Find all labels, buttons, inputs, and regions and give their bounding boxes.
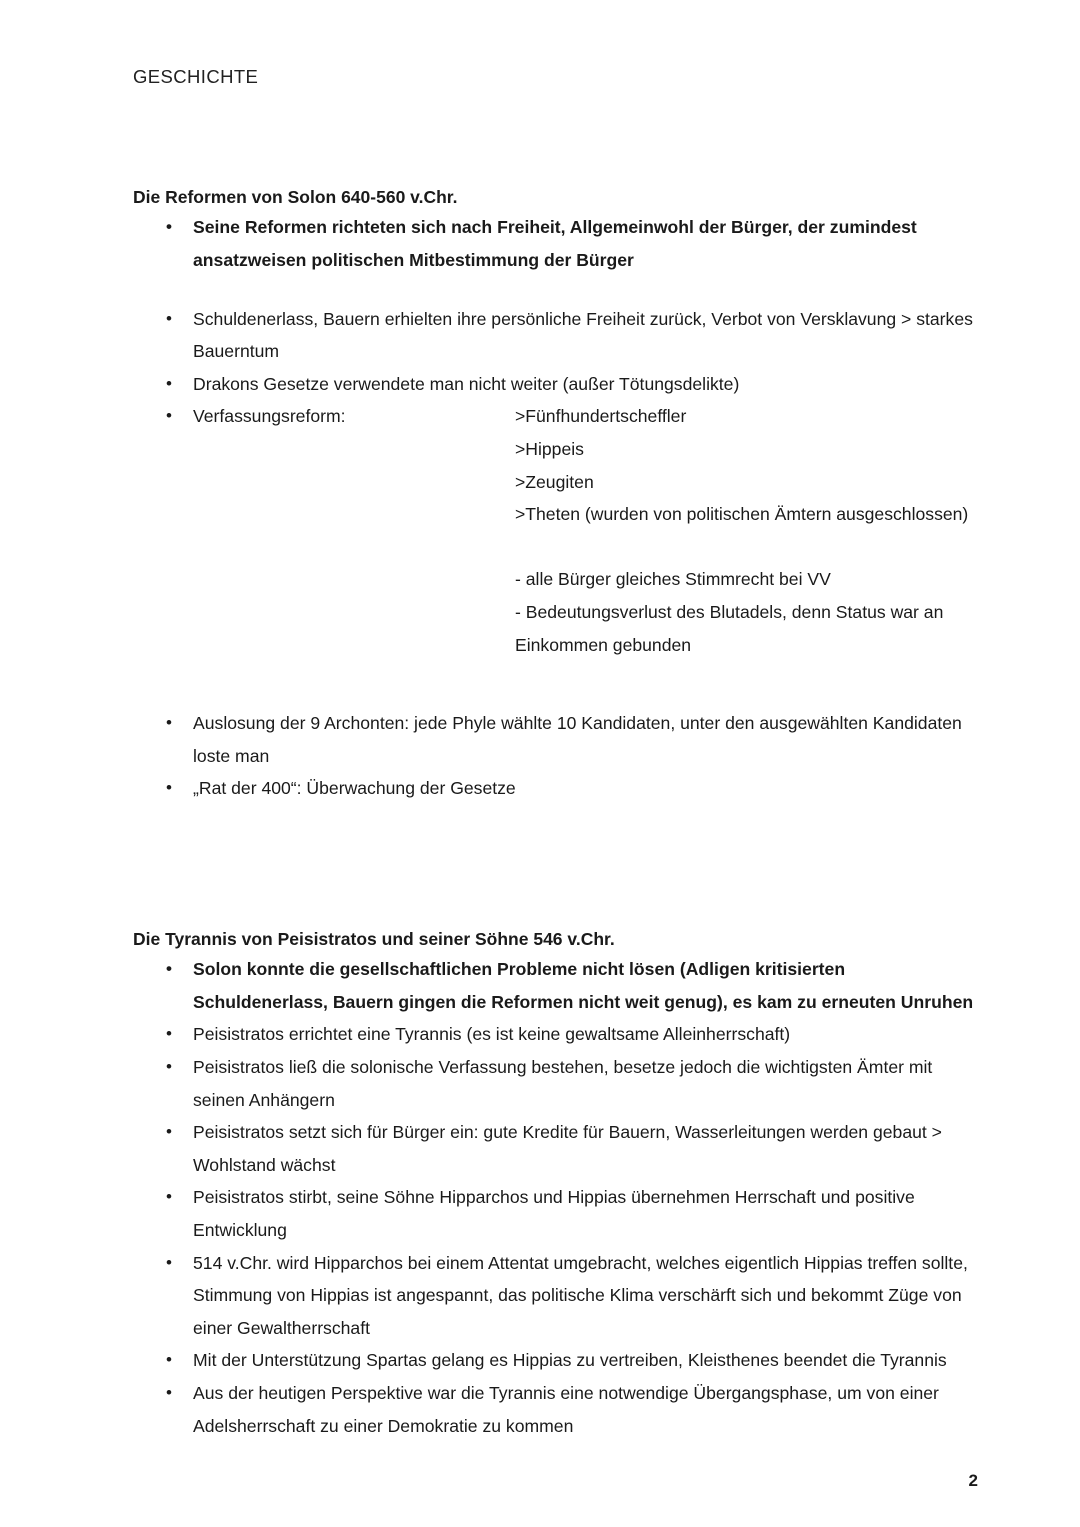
list-item: • Peisistratos stirbt, seine Söhne Hipparchos und Hippias übernehmen Herrschaft und positive Entwicklung — [133, 1181, 978, 1246]
page-number: 2 — [968, 1471, 978, 1490]
peisistratos-list — [133, 953, 978, 1442]
list-item: • Solon konnte die gesellschaftlichen Probleme nicht lösen (Adligen kritisierten Schuldenerlass, Bauern gingen die Reformen nicht weit genug), es kam zu erneuten Unruhen — [133, 953, 978, 1018]
running-header: GESCHICHTE — [133, 66, 259, 87]
solon-bullets-group-1 — [133, 303, 978, 401]
census-class-item: >Hippeis — [515, 438, 584, 459]
reform-note: - alle Bürger gleiches Stimmrecht bei VV — [515, 569, 831, 590]
census-class-item: >Fünfhundertscheffler — [515, 406, 687, 427]
spacer — [133, 661, 978, 707]
census-class-item: >Theten (wurden von politischen Ämtern ausgeschlossen) — [515, 504, 969, 525]
list-item: • Peisistratos ließ die solonische Verfassung bestehen, besetze jedoch die wichtigsten Ämter mit seinen Anhängern — [133, 1051, 978, 1116]
document-body — [133, 185, 978, 1442]
list-item: • „Rat der 400“: Überwachung der Gesetze — [133, 772, 978, 805]
list-item: • Mit der Unterstützung Spartas gelang es Hippias zu vertreiben, Kleisthenes beendet die Tyrannis — [133, 1344, 978, 1377]
list-item: • Drakons Gesetze verwendete man nicht weiter (außer Tötungsdelikte) — [133, 368, 978, 401]
solon-bullets-group-2 — [133, 707, 978, 805]
list-item: • Aus der heutigen Perspektive war die Tyrannis eine notwendige Übergangsphase, um von einer Adelsherrschaft zu einer Demokratie zu kommen — [133, 1377, 978, 1442]
list-item: • Peisistratos errichtet eine Tyrannis (es ist keine gewaltsame Alleinherrschaft) — [133, 1018, 978, 1051]
list-item: • Peisistratos setzt sich für Bürger ein: gute Kredite für Bauern, Wasserleitungen werden gebaut > Wohlstand wächst — [133, 1116, 978, 1181]
section-heading-solon: Die Reformen von Solon 640-560 v.Chr. — [133, 187, 458, 207]
verfassungsreform-row — [133, 400, 978, 661]
verfassungsreform-label: • Verfassungsreform: — [193, 406, 346, 427]
section-heading-peisistratos: Die Tyrannis von Peisistratos und seiner Söhne 546 v.Chr. — [133, 928, 615, 949]
spacer — [133, 805, 978, 927]
verfassungsreform-classes-column — [515, 400, 985, 661]
spacer — [133, 277, 978, 303]
solon-intro-list — [133, 211, 978, 276]
spacer — [515, 531, 985, 564]
reform-note: - Bedeutungsverlust des Blutadels, denn Status war an Einkommen gebunden — [515, 601, 949, 655]
list-item: • Seine Reformen richteten sich nach Freiheit, Allgemeinwohl der Bürger, der zumindest ansatzweisen politischen Mitbestimmung der Bürger — [133, 211, 978, 276]
census-class-item: >Zeugiten — [515, 471, 594, 492]
list-item: • Auslosung der 9 Archonten: jede Phyle wählte 10 Kandidaten, unter den ausgewählten Kandidaten loste man — [133, 707, 978, 772]
list-item: • 514 v.Chr. wird Hipparchos bei einem Attentat umgebracht, welches eigentlich Hippias treffen sollte, Stimmung von Hippias ist angespannt, das politische Klima verschärft sich und bekommt Züge von einer Gewaltherrschaft — [133, 1247, 978, 1345]
list-item: • Schuldenerlass, Bauern erhielten ihre persönliche Freiheit zurück, Verbot von Versklavung > starkes Bauerntum — [133, 303, 978, 368]
